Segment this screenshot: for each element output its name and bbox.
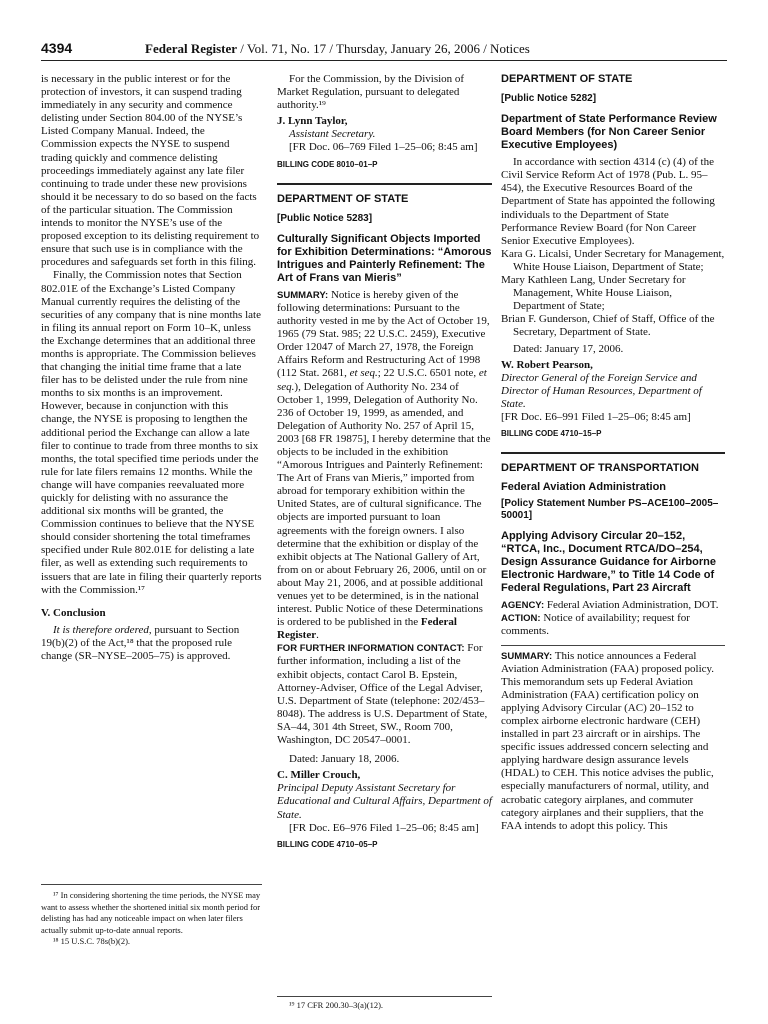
summary-paragraph [277,289,492,643]
section-divider [277,183,492,185]
running-head-details: / Vol. 71, No. 17 / Thursday, January 26, 2006 / Notices [237,41,530,56]
contact-paragraph [277,642,492,747]
col1-paragraph-2: Finally, the Commission notes that Section 802.01E of the Exchange’s Listed Company Manual currently requires the delisting of the securities of any company that is nine months late in filing its annual report on Form 10–K, unless the Exchange determines that an additional three months is appropriate. The Commission believes that changing the initial time frame that a late filer has to be delisted under the rule from nine months to six months is an improvement. However, because in conjunction with this change, the NYSE is proposing to lengthen the additional period the Exchange can allow a late filer to continue to trade from three months to six months, the total specified time periods under the rule for late filers remains 12 months. While the change will have companies reevaluated more quickly for delisting with no assurance the additional six months will be granted, the Commission continues to believe that the NYSE should consider shortening the total timeframes specified under Rule 802.01E for delisting a late filer, as well as extending such requirements to issuers that are late in filing their quarterly reports with the Commission.¹⁷ [41,269,262,596]
running-head-title: Federal Register [145,41,238,56]
agency-label: AGENCY: [501,600,545,612]
signer-name: J. Lynn Taylor, [277,115,348,128]
summary-label: SUMMARY: [277,289,329,301]
agency-heading: Federal Aviation Administration [501,481,667,494]
action-label: ACTION: [501,613,541,625]
col1-paragraph-1: is necessary in the public interest or for the protection of investors, it can suspend trading immediately in any security and commence delisting under Section 804.00 of the NYSE’s Listed Company Manual. Indeed, the Commission expects the NYSE to suspend trading quickly and commence delisting proceedings immediately against any late filer continuing to trade under these new provisions should it be necessary to do so based on the facts of the particular situation. The Commission intends to monitor the NYSE’s use of the proposed exception to its delisting requirement to ensure that such use is in compliance with the procedures and safeguards set forth in this filing. [41,73,260,269]
member-3: Brian F. Gunderson, Chief of Staff, Office of the Secretary, Department of State. [501,313,715,339]
fr-doc-line: [FR Doc. 06–769 Filed 1–25–06; 8:45 am] [289,141,478,154]
notice-title: Culturally Significant Objects Imported for Exhibition Determinations: “Amorous Intrigues and Painterly Refinement: The Art of Frans van Mieris” [277,232,492,284]
signer-title-3: Director General of the Foreign Service and Director of Human Resources, Department of State. [501,371,702,410]
ordered-phrase: It is therefore ordered [53,623,149,636]
summary-text-ac: This notice announces a Federal Aviation Administration (FAA) proposed policy. This memorandum sets up Federal Aviation Administration (FAA) certification policy on applying Advisory Circular (AC) 20–152 to complex airborne electronic hardware (CEH) installed in part 23 aircraft or in airships. The specific issues addressed concern selecting and applying hardware design assurance levels (HDAL) to CEH. This notice advises the public, especially manufacturers of normal, utility, and acrobatic category airplanes, and commuter category airplanes and their suppliers, that the FAA intends to adopt this policy. This [501,649,715,832]
prb-paragraph: In accordance with section 4314 (c) (4) of the Civil Service Reform Act of 1978 (Pub. L. 95–454), the Executive Resources Board of the Department of State has appointed the following individuals to the Department of State Performance Review Board (for Non Career Senior Executive Employees). [501,156,715,247]
fr-doc-line-3: [FR Doc. E6–991 Filed 1–25–06; 8:45 am] [501,410,691,423]
footnote-19: ¹⁹ 17 CFR 200.30–3(a)(12). [289,1000,384,1010]
running-head [145,41,530,57]
summary-paragraph-ac [501,650,725,833]
agency-paragraph [501,599,725,612]
billing-code-3: BILLING CODE 4710–15–P [501,429,602,439]
member-2: Mary Kathleen Lang, Under Secretary for Management, White House Liaison, Department of State; [501,274,686,313]
footnotes-col1 [41,884,262,948]
column-1 [41,73,262,663]
section-heading-conclusion: V. Conclusion [41,606,106,619]
page-header [41,40,727,61]
summary-text-a: Notice is hereby given of the following determinations: Pursuant to the authority vested in me by the Act of October 19, 1965 (79 Stat. 985; 22 U.S.C. 2459), Executive Order 12047 of March 27, 1978, the Foreign Affairs Reform and Restructuring Act of 1998 (112 Stat. 2681, [277,288,490,380]
summary-text-c: ), Delegation of Authority No. 234 of October 1, 1999, Delegation of Authority No. 236 of October 19, 1999, as amended, and Delegation of Authority No. 257 of April 15, 2003 [68 FR 19875], I hereby determine that the objects to be included in the exhibition “Amorous Intrigues and Painterly Refinement: The Art of Frans van Mieris,” imported from abroad for temporary exhibition within the United States, are of cultural significance. The objects are imported pursuant to loan agreements with the foreign owners. I also determine that the exhibition or display of the exhibit objects at The National Gallery of Art, from on or about February 26, 2006, until on or about May 21, 2006, and at possible additional venues yet to be determined, is in the national interest. Public Notice of these Determinations is ordered to be published in the [277,380,491,629]
signer-name-3: W. Robert Pearson, [501,358,593,371]
department-heading-transportation: DEPARTMENT OF TRANSPORTATION [501,462,699,475]
billing-code: BILLING CODE 8010–01–P [277,159,378,169]
contact-text: For further information, including a list of the exhibit objects, contact Carol B. Epstein, Attorney-Adviser, Office of the Legal Adviser, U.S. Department of State (telephone: 202/453–8048). The address is U.S. Department of State, SA–44, 301 4th Street, SW., Room 700, Washington, DC 20547–0001. [277,642,488,747]
dated-line-3: Dated: January 17, 2006. [513,342,624,355]
department-heading: DEPARTMENT OF STATE [277,192,409,205]
member-1: Kara G. Licalsi, Under Secretary for Management, White House Liaison, Department of State; [501,247,725,273]
col1-paragraph-3 [41,624,262,663]
commission-delegation: For the Commission, by the Division of Market Regulation, pursuant to delegated authority.¹⁹ [277,73,465,112]
column-3 [501,73,725,833]
signer-name-2: C. Miller Crouch, [277,769,361,782]
section-divider-2 [501,452,725,454]
summary-label-ac: SUMMARY: [501,650,553,662]
action-text: Notice of availability; request for comments. [501,612,690,638]
fr-doc-line-2: [FR Doc. E6–976 Filed 1–25–06; 8:45 am] [289,821,479,834]
column-2 [277,73,492,851]
footnote-18: ¹⁸ 15 U.S.C. 78s(b)(2). [53,936,131,946]
agency-text: Federal Aviation Administration, DOT. [544,599,719,612]
policy-statement-number: [Policy Statement Number PS–ACE100–2005–50001] [501,498,719,522]
public-notice-number: [Public Notice 5283] [277,212,373,224]
public-notice-number-5282: [Public Notice 5282] [501,93,597,105]
signer-title-2: Principal Deputy Assistant Secretary for Educational and Cultural Affairs, Department of State. [277,782,492,821]
footnote-17: ¹⁷ In considering shortening the time periods, the NYSE may want to assess whether the shortened initial six month period for delisting has had any noticeable impact on when later filers actually submit up-to-date annual reports. [41,890,261,935]
billing-code-2: BILLING CODE 4710–05–P [277,839,378,849]
summary-etseq-1: et seq. [349,367,378,380]
page-number: 4394 [41,40,73,56]
signer-title: Assistant Secretary. [289,128,376,141]
summary-etseq-2: et seq. [277,367,487,393]
action-paragraph [501,612,725,638]
summary-text-b: ; 22 U.S.C. 6501 note, [377,367,479,380]
notice-title-prb: Department of State Performance Review Board Members (for Non Career Senior Executive Employees) [501,113,717,152]
contact-label: FOR FURTHER INFORMATION CONTACT: [277,643,465,655]
summary-end: . [316,629,319,642]
department-heading-state: DEPARTMENT OF STATE [501,73,633,85]
notice-title-ac: Applying Advisory Circular 20–152, “RTCA, Inc., Document RTCA/DO–254, Design Assurance Guidance for Airborne Electronic Hardware,” to Title 14 Code of Federal Regulations, Part 23 Aircraft [501,530,716,595]
summary-federal-register: Federal Register [277,616,457,642]
dated-line: Dated: January 18, 2006. [289,753,400,766]
footnotes-col2 [277,996,492,1012]
ordered-rest: , pursuant to Section 19(b)(2) of the Act,¹⁸ that the proposed rule change (SR–NYSE–2005–75) is approved. [41,623,240,663]
